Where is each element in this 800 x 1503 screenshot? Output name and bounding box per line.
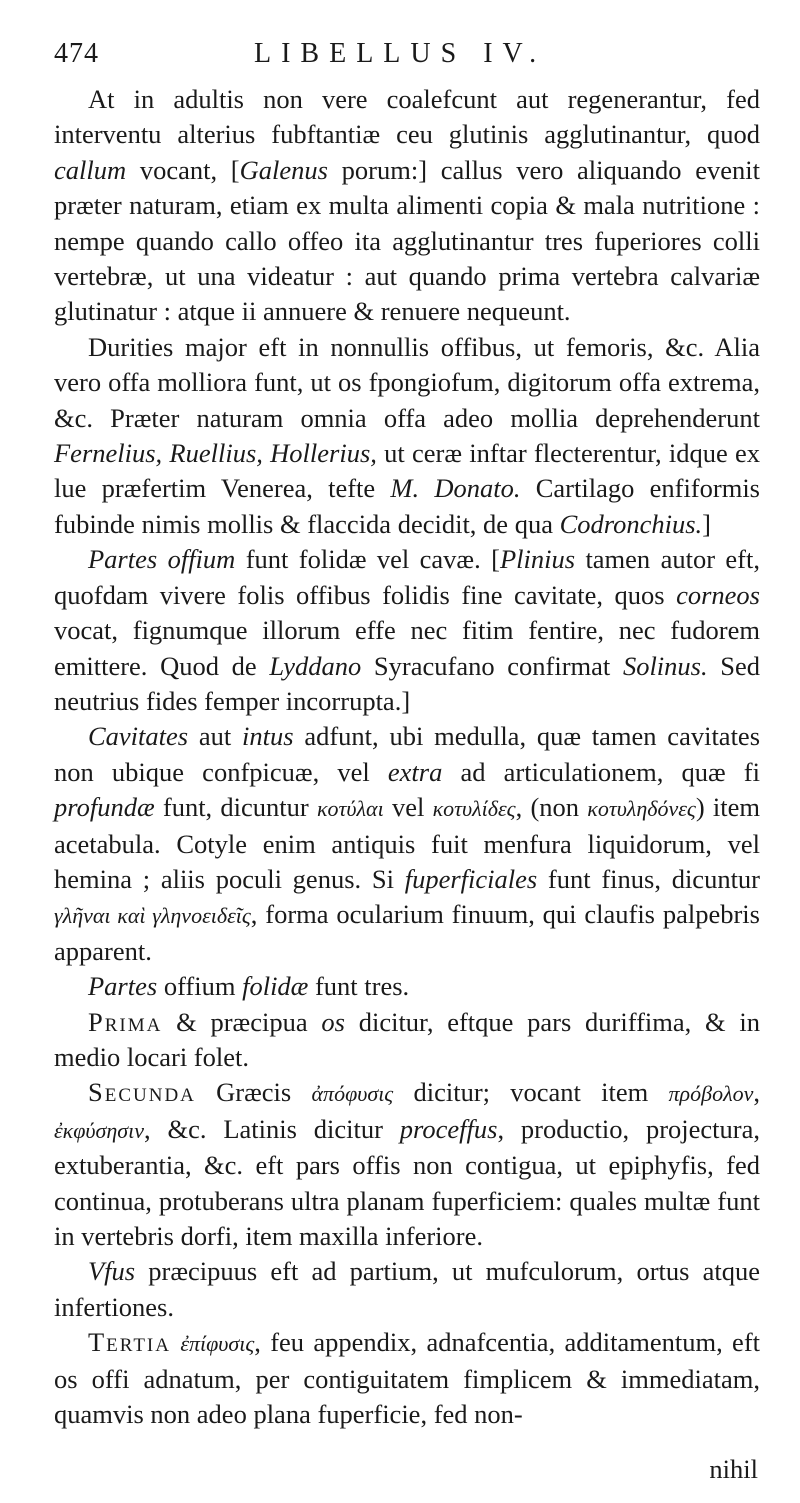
text: offium	[157, 971, 243, 1002]
text: vocant, [	[126, 154, 240, 185]
text: , (non	[515, 792, 588, 823]
text: & præcipua	[162, 1006, 322, 1037]
paragraph-usus	[54, 1254, 760, 1325]
italic-term: Codronchius.	[559, 508, 703, 539]
page-header	[54, 38, 760, 82]
greek-term: ἐπίφυσις	[180, 1331, 255, 1357]
paragraph-secunda	[54, 1075, 760, 1254]
italic-term: Galenus	[239, 154, 328, 185]
small-caps-term: Tertia	[88, 1327, 171, 1358]
page-body	[54, 82, 760, 1432]
catchword: nihil	[709, 1454, 758, 1484]
text: Cartilago enfiformis fubinde nimis mollis & flaccida decidit, de qua	[54, 473, 760, 539]
text: Syracufano confirmat	[361, 650, 623, 681]
text: Durities major eft in nonnullis offibus, ut femoris, &c. Alia vero offa molliora funt, ut os fpongiofum, digitorum offa extrema, &c. Præter naturam omnia offa adeo mollia deprehenderunt	[54, 331, 760, 433]
italic-term: os	[321, 1006, 345, 1037]
text: ut ceræ inftar flecterentur, idque ex lue præfertim Venerea, tefte	[54, 438, 760, 504]
italic-term: Partes	[88, 971, 158, 1002]
text: adfunt, ubi medulla, quæ tamen cavitates non ubique confpicuæ, vel	[54, 721, 761, 787]
text: Sed neutrius fides femper incorrupta.]	[54, 650, 761, 716]
small-caps-term: Prima	[88, 1006, 163, 1037]
italic-term: Partes offium	[88, 544, 236, 575]
text: dicitur; vocant item	[393, 1077, 669, 1108]
italic-term: Lyddano	[269, 650, 362, 681]
italic-term: folidæ	[242, 971, 309, 1002]
greek-term: ἐκφύσησιν	[54, 1117, 144, 1143]
text: ) item acetabula. Cotyle enim antiquis fuit menfura liquidorum, vel hemina ; aliis poculi genus. Si	[54, 792, 760, 894]
greek-term: γλῆναι καὶ γληνοειδεῖς	[54, 903, 251, 929]
italic-term: extra	[387, 756, 443, 787]
text: funt finus, dicuntur	[537, 863, 761, 894]
text: , feu appendix, adnafcentia, additamentum, eft os offi adnatum, per contiguitatem fimplicem & immediatam, quamvis non adeo plana fuperficie, fed non-	[54, 1327, 761, 1430]
greek-term: κοτυληδόνες	[587, 796, 696, 822]
text: porum:] callus vero aliquando evenit præter naturam, etiam ex multa alimenti copia & mala nutritione : nempe quando callo offeo ita agglutinantur tres fuperiores colli vertebræ, ut una videatur : aut quando prima vertebra calvariæ glutinatur : atque ii annuere & renuere nequeunt.	[54, 154, 760, 327]
paragraph-partes-ossium	[54, 542, 760, 719]
paragraph-cavitates	[54, 719, 760, 969]
italic-term: Vfus	[88, 1256, 136, 1287]
italic-term: intus	[242, 721, 294, 752]
italic-term: Cavitates	[88, 721, 189, 752]
text: funt, dicuntur	[154, 792, 317, 823]
small-caps-term: Secunda	[88, 1077, 196, 1108]
text: funt tres.	[308, 971, 410, 1002]
italic-term: fuperficiales	[404, 863, 538, 894]
paragraph-tertia	[54, 1325, 760, 1432]
italic-term: profundæ	[54, 792, 155, 823]
text: tamen autor eft, quofdam vivere folis offibus folidis fine cavitate, quos	[54, 544, 760, 610]
italic-term: proceffus	[399, 1113, 498, 1144]
running-head: LIBELLUS IV.	[254, 38, 547, 69]
text: , productio, projectura, extuberantia, &c. eft pars offis non contigua, ut epiphyfis, fed continua, protuberans ultra planam fuperficiem: quales multæ funt in vertebris dorfi, item maxilla inferiore.	[54, 1113, 760, 1251]
greek-term: ἀπόφυσις	[311, 1081, 394, 1107]
italic-term: corneos	[676, 579, 760, 610]
text: vocat, fignumque illorum effe nec fitim fentire, nec fudorem emittere. Quod de	[54, 615, 760, 681]
greek-term: κοτυλίδες	[432, 796, 516, 822]
text	[171, 1327, 180, 1357]
text: ,	[753, 1077, 760, 1108]
text: dicitur, eftque pars duriffima, & in medio locari folet.	[54, 1006, 761, 1072]
paragraph-durities	[54, 330, 760, 542]
paragraph-prima	[54, 1005, 760, 1076]
page-number: 474	[54, 38, 99, 69]
italic-term: callum	[54, 154, 127, 185]
text: , &c. Latinis dicitur	[144, 1113, 400, 1144]
greek-term: πρόβολον	[668, 1081, 754, 1107]
text: funt folidæ vel cavæ. [	[235, 544, 500, 575]
italic-term: M. Donato.	[390, 473, 521, 504]
italic-term: Plinius	[499, 544, 576, 575]
text: aut	[188, 721, 243, 752]
text: ]	[702, 508, 711, 539]
text: , forma ocularium finuum, qui claufis palpebris apparent.	[54, 899, 760, 966]
italic-term: Solinus.	[622, 650, 708, 681]
paragraph-partes-solidae	[54, 969, 760, 1004]
text: præcipuus eft ad partium, ut mufculorum, ortus atque infertiones.	[54, 1256, 760, 1322]
text: At in adultis non vere coalefcunt aut regenerantur, fed interventu alterius fubftantiæ ceu glutinis agglutinantur, quod	[54, 84, 760, 150]
text: ad articulationem, quæ fi	[442, 756, 760, 787]
text: Græcis	[195, 1077, 312, 1108]
text: vel	[383, 792, 433, 823]
italic-term: Fernelius, Ruellius, Hollerius,	[54, 438, 377, 469]
paragraph-callus	[54, 82, 760, 330]
greek-term: κοτύλαι	[316, 796, 384, 822]
